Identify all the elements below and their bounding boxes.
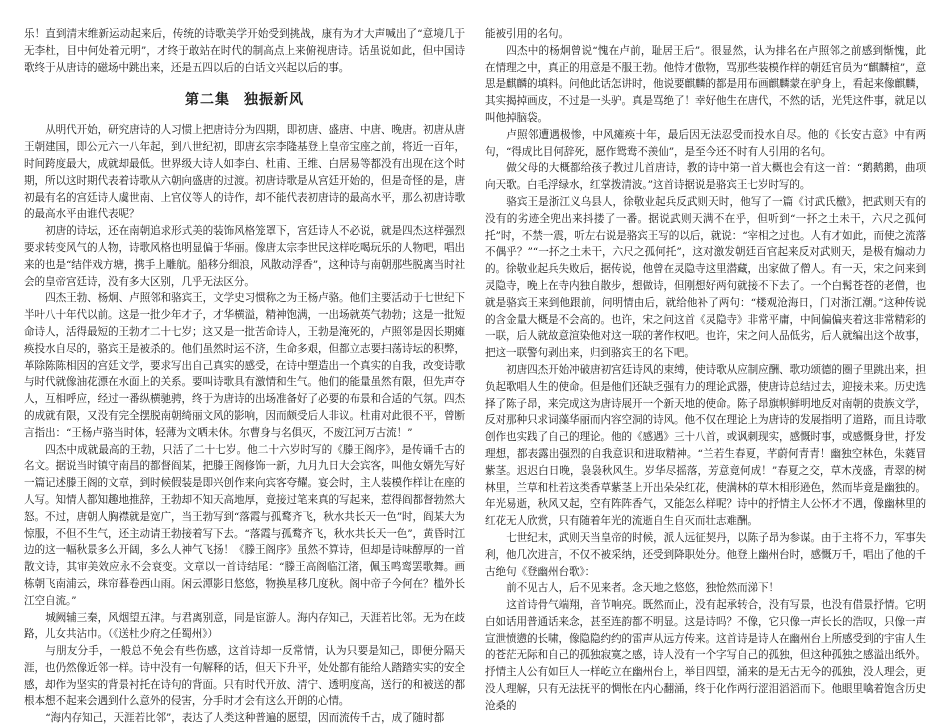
left-quoted-poem: 城阙辅三秦，风烟望五津。与君离别意，同是宦游人。海内存知己，天涯若比邻。无为在歧路，儿女共沾巾。（《送杜少府之任蜀州》） — [24, 611, 465, 641]
right-intro-paragraph: 能被引用的名句。 — [485, 28, 569, 40]
right-poem-line: 前不见古人，后不见来者。念天地之悠悠，独怆然而涕下！ — [506, 582, 780, 595]
left-paragraph: 四杰中成就最高的王勃，只活了二十七岁。他二十六岁时写的《滕王阁序》，是传诵千古的名文。据说当时镇守南昌的都督阎某，把滕王阁修饰一新，九月九日大会宾客，叫他女婿先写好一篇记述滕王阁的文章，到时候假装是即兴创作来向宾客夸耀。宴会时，主人装模作样让在座的人写。知情人都知趣地推辞，王勃却不知天高地厚，竟接过笔来真的写起来，惹得阎都督勃然大怒。不过，唐朝人胸襟就是宽广，当王勃写到“落霞与孤鹜齐飞，秋水共长天一色”时，阎某大为惊服，不但不生气，还主动请王勃接着写下去。“落霞与孤鹜齐飞，秋水共长天一色”，黄昏时江边的这一幅秋景多么开阔，多么人神气飞扬！《滕王阁序》虽然不算诗，但却是诗味醇厚的一首散文诗，其审美效应永不会衰变。文章以一首诗结尾：“滕王高阁临江渚，佩玉鸣鸾罢歌舞。画栋朝飞南浦云，珠帘暮卷西山雨。闲云潭影日悠悠，物换星移几度秋。阁中帝子今何在？槛外长江空自流。” — [24, 443, 465, 607]
right-paragraph: 卢照邻遭遇极惨，中风瘫痪十年，最后因无法忍受而投水自尽。他的《长安古意》中有两句，“得成比目何辞死，愿作鸳鸯不羡仙”，是至今还不时有人引用的名句。 — [485, 128, 926, 158]
left-intro-paragraph: 乐！直到清末维新运动起来后，传统的诗歌美学开始受到挑战，康有为才大声喊出了“意境几于无李杜，目中何处着元明”，才终于敢站在时代的制高点上来俯视唐诗。话虽说如此，但中国诗歌终于从唐诗的磁场中跳出来，还是五四以后的白话文兴起以后的事。 — [24, 28, 465, 74]
left-paragraph: 四杰王勃、杨炯、卢照邻和骆宾王，文学史习惯称之为王杨卢骆。他们主要活动于七世纪下半叶八十年代以前。这是一批少年才子，才华横溢，精神饱满，一出场就英气勃勃；这是一批短命诗人，活得最短的王勃才二十七岁；这又是一批苦命诗人，王勃是淹死的，卢照邻是因长期瘫痪投水自尽的，骆宾王是被杀的。他们虽然时运不济，生命多艰，但都立志要扫荡诗坛的积弊，革除陈陈相因的宫廷文学，要求写出自己真实的感受，在诗中塑造出一个真实的自我，改变诗歌与时代就像油花漂在水面上的关系。要叫诗歌具有激情和生气。他们的能量虽然有限，但先声夺人，互相呼应，经过一番纵横驰骋，终于为唐诗的出场准备好了必要的布景和合适的气氛。四杰的成就有限，又没有完全摆脱南朝绮丽文风的影响，因而颇受后人非议。杜甫对此很不平，曾断言指出：“王杨卢骆当时体，轻薄为文哂未休。尔曹身与名俱灭，不废江河万古流！” — [24, 292, 465, 439]
right-paragraph: 骆宾王是浙江义乌县人，徐敬业起兵反武则天时，他写了一篇《讨武氏檄》，把武则天有的没有的劣迹全兜出来抖搂了一番。据说武则天满不在乎，但听到“一抔之土未干，六尺之孤何托”时，不禁一震，听左右说是骆宾王写的以后，就说：“宰相之过也。人有才如此，而使之流落不偶乎？”“一抔之土未干，六尺之孤何托”，这对激发朝廷百官起来反对武则天，是极有煽动力的。徐敬业起兵失败后，据传说，他曾在灵隐寺这里潜藏，出家做了僧人。有一天，宋之问来到灵隐寺，晚上在寺内独自散步，想做诗，但刚想好两句就接不下去了。一个白髯苍苍的老僧，也就是骆宾王来到他跟前，问明情由后，就给他补了两句：“楼观沧海日，门对浙江潮。”这种传说的含金量大概是不会高的。也许，宋之问这首《灵隐寺》非常平庸，中间偏偏夹着这非常精彩的一联，后人就故意渲染他对这一联的著作权吧。也许，宋之问人品低劣，后人就编出这个故事，把这一联警句剥出来，归到骆宾王的名下吧。 — [485, 195, 926, 360]
right-paragraph: 初唐四杰开始冲破唐初宫廷诗风的束缚，使诗歌从应制应酬、歌功颂德的圈子里跳出来，担负起歌唱人生的使命。但是他们还缺乏强有力的理论武器，使唐诗总结过去，迎接未来。历史选择了陈子昂，来完成这为唐诗展开一个新天地的使命。陈子昂旗帜鲜明地反对南朝的贵族文学，反对那种只求词藻华丽而内容空洞的诗风。他不仅在理论上为唐诗的发展指明了道路，而且诗歌创作也实践了自己的理论。他的《感遇》三十八首，或讽刺现实，感慨时事，或感慨身世，抒发理想，都表露出强烈的自我意识和进取精神。“兰若生春夏，芊蔚何青青！幽独空林色，朱蕤冒紫茎。迟迟白日晚，袅袅秋风生。岁华尽摇落，芳意竟何成！”春夏之交，草木茂盛，青翠的树林里，兰草和杜若这类香草紫茎上开出朵朵红花，使满林的草木相形逊色，然而毕竟是幽独的。年光易逝，秋风又起，空有阵阵香气，又能怎么样呢？诗中的抒情主人公怀才不遇，像幽林里的红花无人欣赏，只有随着年光的流逝自生自灭而壮志难酬。 — [485, 363, 926, 528]
left-closing-line: “海内存知己，天涯若比邻”，表达了人类这种普遍的愿望，因而流传千古，成了随时都 — [45, 712, 445, 725]
right-paragraph: 四杰中的杨炯曾说“愧在卢前，耻居王后”。很显然，认为排名在卢照邻之前感到惭愧，此在情理之中，真正的用意是不服王勃。他恃才傲物，骂那些装模作样的朝廷官员为“麒麟楦”，意思是麒麟的填料。问他此话怎讲时，他说要麒麟的都是用布画麒麟蒙在驴身上，看起来像麒麟，其实揭掉画皮，不过是一头驴。真是骂绝了！幸好他生在唐代，不然的话，光凭这件事，就足以叫他掉脑袋。 — [485, 44, 926, 124]
section-label: 第二集 — [185, 92, 230, 109]
left-column — [24, 26, 465, 725]
left-paragraph: 从明代开始，研究唐诗的人习惯上把唐诗分为四期，即初唐、盛唐、中唐、晚唐。初唐从唐王朝建国，即公元六一八年起，到八世纪初，即唐玄宗李隆基登上皇帝宝座之前，将近一百年，时间跨度最大，成就却最低。世界级大诗人如李白、杜甫、王维、白居易等都没有出现在这个时期，所以这时期代表着诗歌从六朝向盛唐的过渡。初唐诗歌是从宫廷开始的，但是奇怪的是，唐初最有名的宫廷诗人虞世南、上官仪等人的诗作，却不能代表初唐诗的最高水平，那么初唐诗歌的最高水平由谁代表呢？ — [24, 124, 465, 221]
left-paragraph: 初唐的诗坛，还在南朝追求形式美的装饰风格笼罩下，宫廷诗人不必说，就是四杰这样强烈要求转变风气的人物，诗歌风格也明显偏于华丽。像唐太宗李世民这样吃喝玩乐的人物吧，唱出来的也是“结伴戏方塘，携手上雕航。船移分细浪，风散动浮香”，这种诗与南朝那些脱离当时社会的皇帝宫廷诗，没有多大区别，几乎无法区分。 — [24, 225, 465, 288]
right-closing-paragraph: 这首诗骨气端翔，音节响亮。既然而止，没有起承转合，没有写景，也没有借景抒情。它明白如话用普通话来念，甚至连韵都不明显。这是诗吗？不像，它只像一声长长的浩叹，只像一声宣泄愤懑的长啸，像隐隐约约的雷声从远方传来。这首诗是诗人在幽州台上所感受到的宇宙人生的苍茫无际和自己的孤独寂寞之感，诗人没有一个字写自己的孤独，但这种孤独之感溢出纸外。抒情主人公有如巨人一样屹立在幽州台上，举目四望，涌来的是无古无今的孤独，没人理会，更没人理解，只有无法抚平的惆怅在内心翻涌，终于化作两行涩泪滔滔而下。他眼里噙着饱含历史沧桑的 — [485, 599, 926, 712]
right-column — [485, 26, 926, 712]
left-paragraph: 与朋友分手，一般总不免会有些伤感，这首诗却一反常情，认为只要是知己，即便分隔天涯，也仍然像近邻一样。诗中没有一句解释的话，但天下升平，处处都有能给人踏踏实实的安全感，却作为坚实的背景衬托在诗句的背面。只有时代开放、清宁、透明度高，送行的和被送的都根本想不起来会遇到什么意外的侵害，分手时才会有这么开朗的心情。 — [24, 645, 465, 708]
right-paragraph: 做父母的大概都给孩子教过儿首唐诗，教的诗中第一首大概也会有这一首：“鹅鹅鹅，曲项向天歌。白毛浮绿水，红掌拨清波。”这首诗据说是骆宾王七岁时写的。 — [485, 162, 926, 192]
section-heading — [24, 90, 465, 110]
section-title: 独振新风 — [244, 92, 304, 109]
right-paragraph: 七世纪末，武则天当皇帝的时候，派人远征契丹，以陈子昂为参谋。由于主将不力，军事失利，他几次进言，不仅不被采纳，还受到降职处分。他登上幽州台时，感慨万千，唱出了他的千古绝句《登幽州台歌》： — [485, 531, 926, 578]
